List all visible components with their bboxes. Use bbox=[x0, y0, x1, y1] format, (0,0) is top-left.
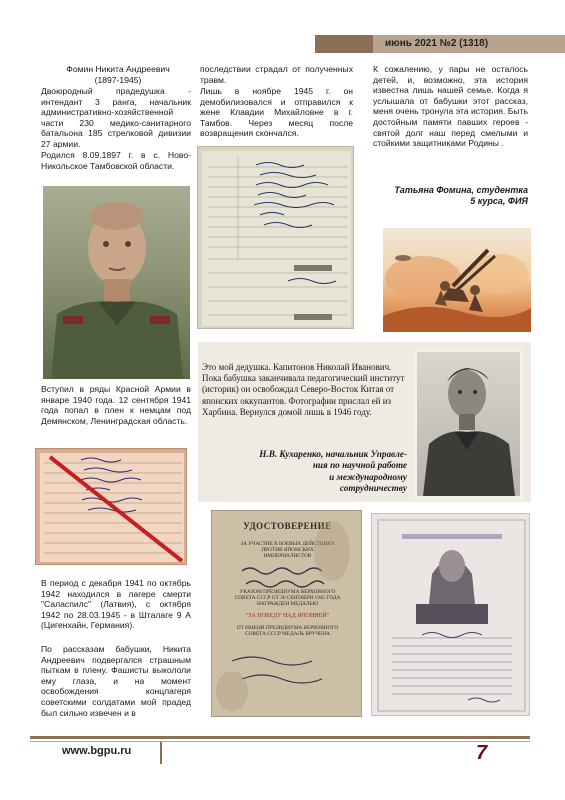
portrait-photo-fomin bbox=[43, 186, 190, 379]
medal-certificate-photo bbox=[371, 513, 530, 716]
pow-document-photo bbox=[197, 146, 354, 329]
signature-fomina bbox=[370, 185, 528, 207]
camp-text: В период с декабря 1941 по октябрь 1942 находился в лагере смерти "Саласпилс" (Латвия), с октября 1942 по 28.03.1945 - в Шталаге 9 А (Цигенхайн, Германия). bbox=[41, 578, 191, 631]
certificate-decree3: НАГРАЖДЕН МЕДАЛЬЮ bbox=[256, 601, 318, 607]
certificate-line2: ПРОТИВ ЯПОНСКИХ bbox=[261, 547, 314, 553]
certificate-title: УДОСТОВЕРЕНИЕ bbox=[243, 521, 332, 531]
kapitonov-figure bbox=[417, 352, 520, 496]
signature-kukharenko-line1: Н.В. Кухаренко, начальник Управле- bbox=[259, 449, 407, 459]
footer-line-thin bbox=[30, 741, 530, 742]
signature-kukharenko bbox=[202, 449, 407, 495]
signature-fomina-name: Татьяна Фомина, студентка bbox=[394, 185, 528, 195]
pow-document-content bbox=[198, 147, 355, 330]
release-text: Лишь в ноябре 1945 г. он демобилизовался и отправился к жене Клавдии Михайловне в г. Тамбов. Через месяц после возвращения скончался. bbox=[200, 86, 353, 139]
col2-text: последствии страдал от полученных травм. bbox=[200, 64, 353, 85]
certificate-presidium1: ОТ ИМЕНИ ПРЕЗИДИУМА ВЕРХОВНОГО bbox=[236, 625, 339, 631]
war-painting bbox=[383, 228, 531, 332]
torture-text: По рассказам бабушки, Никита Андреевич подвергался страшным пыткам в плену. Фашисты выкололи ему глаза, и на момент освобождения концлагеря советскими солдатами мой прадед был сильно извечен и в bbox=[41, 644, 191, 718]
signature-kukharenko-line4: сотрудничеству bbox=[339, 483, 407, 494]
title-years: (1897-1945) bbox=[94, 74, 142, 85]
issue-label: июнь 2021 №2 (1318) bbox=[385, 38, 489, 49]
pow-card-photo bbox=[35, 448, 187, 565]
medal-certificate-content bbox=[372, 514, 531, 717]
title-block bbox=[43, 64, 193, 85]
certificate-photo bbox=[211, 510, 362, 717]
army-text: Вступил в ряды Красной Армии в январе 1940 года. 12 сентября 1941 года попал в плен к немцам под Демянском, Ленинградская область. bbox=[41, 384, 191, 426]
footer-divider bbox=[160, 742, 162, 764]
certificate-stains bbox=[212, 511, 363, 718]
certificate-presidium2: СОВЕТА СССР МЕДАЛЬ ВРУЧЕНА bbox=[245, 631, 330, 637]
certificate-line3: ИМПЕРИАЛИСТОВ bbox=[263, 553, 312, 559]
certificate-line1: ЗА УЧАСТИЕ В БОЕВЫХ ДЕЙСТВИЯХ bbox=[240, 541, 335, 547]
portrait-figure bbox=[43, 186, 190, 379]
certificate-decree2: СОВЕТА СССР ОТ 30 СЕНТЯБРЯ 1945 ГОДА bbox=[234, 595, 341, 601]
intro-text: Двоюродный прадедушка - интендант 3 ранга, начальник административно-хозяйственной части 230 медико-санитарного батальона 185 стрелковой дивизии 27 армии. bbox=[41, 86, 191, 149]
title-name: Фомин Никита Андреевич bbox=[66, 64, 170, 74]
footer-line bbox=[30, 736, 530, 739]
header-tab bbox=[315, 35, 373, 53]
certificate-decree1: УКАЗОМ ПРЕЗИДИУМА ВЕРХОВНОГО bbox=[239, 589, 336, 595]
signature-kukharenko-line3: и международному bbox=[329, 471, 407, 482]
war-painting-scene bbox=[383, 228, 531, 332]
col3-text: К сожалению, у пары не осталось детей, и, возможно, эта история известна лишь нашей семье. Когда я услышала от бабушки этот рассказ, меня очень тронула эта история. Быть достойным памяти павших героев - святой долг наш перед смелыми и стойкими защитниками Родины . bbox=[373, 64, 528, 149]
certificate-medal: "ЗА ПОБЕДУ НАД ЯПОНИЕЙ" bbox=[245, 613, 330, 619]
pow-card-lines bbox=[36, 449, 188, 566]
signature-fomina-role: 5 курса, ФИЯ bbox=[470, 196, 528, 206]
signature-kukharenko-line2: ния по научной работе bbox=[312, 460, 407, 471]
footer-url[interactable]: www.bgpu.ru bbox=[62, 745, 132, 757]
birth-text: Родился 8.09.1897 г. в с. Ново-Никольское Тамбовской области. bbox=[41, 150, 191, 171]
page-number: 7 bbox=[476, 742, 488, 764]
kapitonov-text: Это мой дедушка. Капитонов Николай Иванович. Пока бабушка заканчивала педагогический институт (историк) он освобождал Северо-Восток Китая от японских оккупантов. Фотографии прислал ей из Харбина. Вернулся домой лишь в 1946 году. bbox=[202, 362, 405, 417]
kapitonov-photo bbox=[414, 349, 523, 499]
